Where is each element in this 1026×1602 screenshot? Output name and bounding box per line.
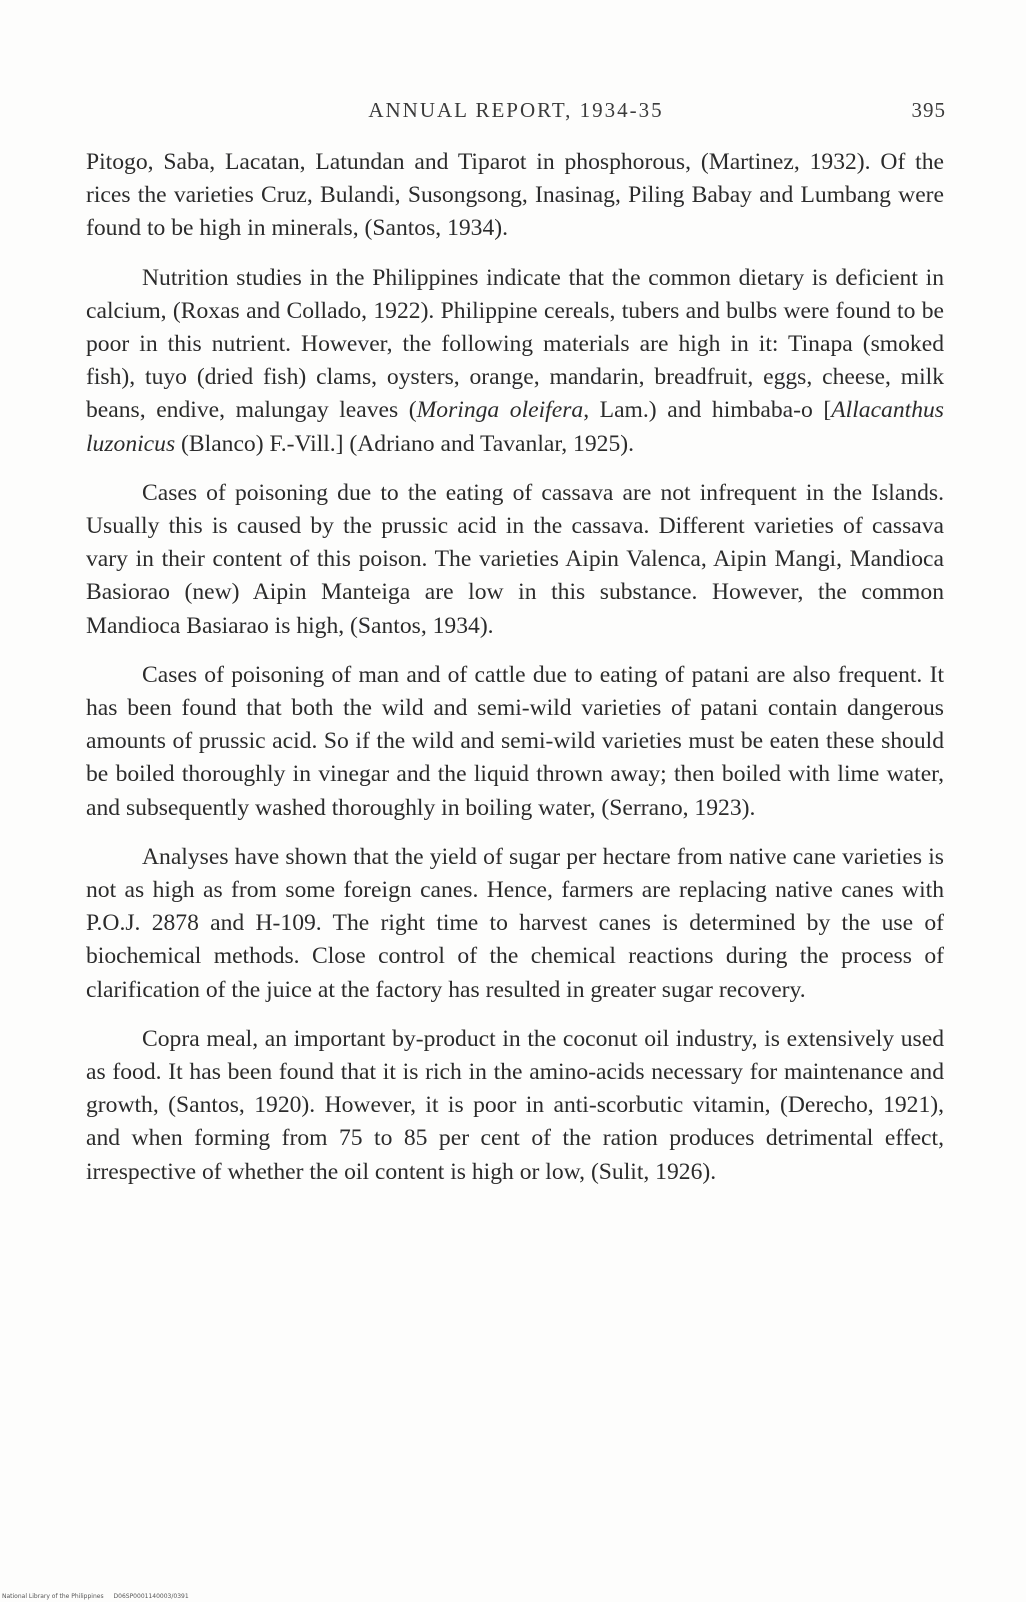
paragraph-copra: Copra meal, an important by-product in the coconut oil industry, is extensively used as food. It has been found that it is rich in the amino-acids necessary for maintenance and growth, (Santos, 1920). However, it is poor in anti-scorbutic vitamin, (Derecho, 1921), and when forming from 75 to 85 per cent of the ration produces detrimental effect, irrespective of whether the oil content is high or low, (Sulit, 1926). bbox=[86, 1025, 944, 1185]
paragraph-patani: Cases of poisoning of man and of cattle due to eating of patani are also frequent. It has been found that both the wild and semi-wild varieties of patani contain dangerous amounts of prussic acid. So if the wild and semi-wild varieties must be eaten these should be boiled thoroughly in vinegar and the liquid thrown away; then boiled with lime water, and subsequently washed thoroughly in boiling water, (Serrano, 1923). bbox=[86, 661, 944, 821]
running-header-title: ANNUAL REPORT, 1934-35 bbox=[368, 98, 664, 122]
scan-code: D06SP0001140003/0391 bbox=[113, 1593, 189, 1600]
page-number: 395 bbox=[911, 98, 946, 122]
paragraph-calcium-text-2: , Lam.) and himbaba-o [ bbox=[583, 397, 832, 424]
running-header bbox=[86, 98, 946, 128]
paragraph-calcium-text-1: Nutrition studies in the Philippines indicate that the common dietary is deficient in calcium, (Roxas and Collado, 1922). Philippine cereals, tubers and bulbs were found to be poor in this nutrient. However, the following materials are high in it: Tinapa (smoked fish), tuyo (dried fish) clams, oysters, orange, mandarin, breadfruit, eggs, cheese, milk beans, endive, malungay leaves ( bbox=[86, 264, 944, 424]
paragraph-calcium-text-3: (Blanco) F.-Vill.] (Adriano and Tavanlar, 1925). bbox=[175, 430, 634, 457]
paragraph-continued: Pitogo, Saba, Lacatan, Latundan and Tiparot in phosphorous, (Martinez, 1932). Of the rices the varieties Cruz, Bulandi, Susongsong, Inasinag, Piling Babay and Lumbang were found to be high in minerals, (Santos, 1934). bbox=[86, 149, 944, 242]
species-name-moringa: Moringa oleifera bbox=[416, 397, 584, 424]
species-name-allacanthus: Allacanthus luzonicus bbox=[86, 397, 944, 457]
paragraph-cassava: Cases of poisoning due to the eating of cassava are not infrequent in the Islands. Usually this is caused by the prussic acid in the cassava. Different varieties of cassava vary in their content of this poison. The varieties Aipin Valenca, Aipin Mangi, Mandioca Basiorao (new) Aipin Manteiga are low in this substance. However, the common Mandioca Basiarao is high, (Santos, 1934). bbox=[86, 479, 944, 639]
body-text bbox=[86, 146, 944, 1205]
paragraph-calcium bbox=[86, 262, 944, 461]
scan-footer bbox=[2, 1593, 197, 1600]
paragraph-sugar: Analyses have shown that the yield of sugar per hectare from native cane varieties is not as high as from some foreign canes. Hence, farmers are replacing native canes with P.O.J. 2878 and H-109. The right time to harvest canes is determined by the use of biochemical methods. Close control of the chemical reactions during the process of clarification of the juice at the factory has resulted in greater sugar recovery. bbox=[86, 843, 944, 1003]
scan-source: National Library of the Philippines bbox=[2, 1593, 104, 1600]
